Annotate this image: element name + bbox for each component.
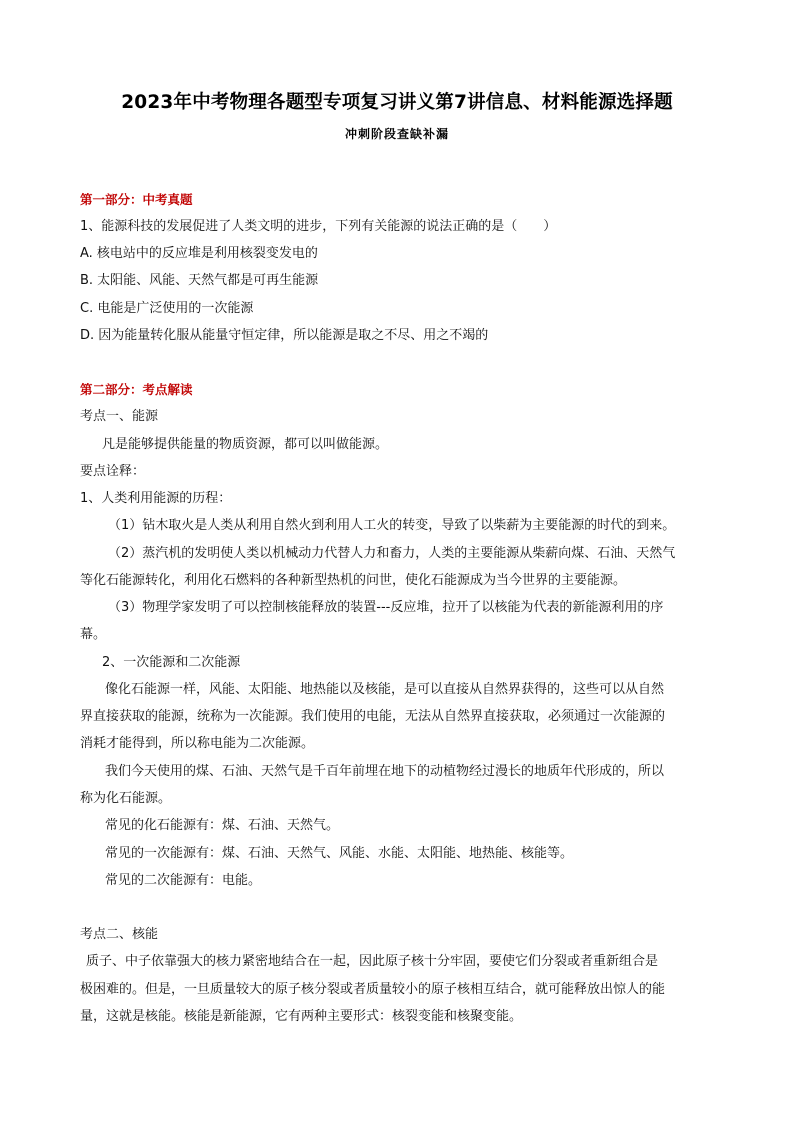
history-item-3-line2: 幕。 xyxy=(80,627,107,642)
option-a: A. 核电站中的反应堆是利用核裂变发电的 xyxy=(80,246,318,261)
kp2-line2: 极困难的。但是，一旦质量较大的原子核分裂或者质量较小的原子核相互结合，就可能释放出惊人的能 xyxy=(80,982,666,997)
common-primary: 常见的一次能源有：煤、石油、天然气、风能、水能、太阳能、地热能、核能等。 xyxy=(105,846,574,861)
option-c: C. 电能是广泛使用的一次能源 xyxy=(80,301,254,316)
document-title: 2023年中考物理各题型专项复习讲义第7讲信息、材料能源选择题 xyxy=(121,92,673,113)
option-b: B. 太阳能、风能、天然气都是可再生能源 xyxy=(80,273,319,288)
para1-line2: 界直接获取的能源，统称为一次能源。我们使用的电能，无法从自然界直接获取，必须通过一次能源的 xyxy=(80,709,666,724)
history-item-1: （1）钻木取火是人类从利用自然火到利用人工火的转变，导致了以柴薪为主要能源的时代的到来。 xyxy=(108,518,676,533)
common-fossil: 常见的化石能源有：煤、石油、天然气。 xyxy=(105,818,340,833)
kp1-definition: 凡是能够提供能量的物质资源，都可以叫做能源。 xyxy=(102,437,389,452)
history-title: 1、人类利用能源的历程： xyxy=(80,491,232,506)
part1-heading: 第一部分：中考真题 xyxy=(80,192,193,207)
kp2-line3: 量，这就是核能。核能是新能源，它有两种主要形式：核裂变能和核聚变能。 xyxy=(80,1009,523,1024)
question-stem: 1、能源科技的发展促进了人类文明的进步，下列有关能源的说法正确的是（ ） xyxy=(80,219,557,234)
kp2-title: 考点二、核能 xyxy=(80,927,159,942)
para1-line3: 消耗才能得到，所以称电能为二次能源。 xyxy=(80,736,315,751)
para2-line1: 我们今天使用的煤、石油、天然气是千百年前埋在地下的动植物经过漫长的地质年代形成的，所以 xyxy=(105,764,665,779)
kp1-notes-label: 要点诠释： xyxy=(80,464,146,479)
part2-heading: 第二部分：考点解读 xyxy=(80,382,193,397)
kp1-title: 考点一、能源 xyxy=(80,409,159,424)
kp2-line1: 质子、中子依靠强大的核力紧密地结合在一起，因此原子核十分牢固，要使它们分裂或者重新组合是 xyxy=(86,954,659,969)
document-subtitle: 冲刺阶段查缺补漏 xyxy=(344,127,449,141)
para2-line2: 称为化石能源。 xyxy=(80,791,172,806)
common-secondary: 常见的二次能源有：电能。 xyxy=(105,873,262,888)
option-d: D. 因为能量转化服从能量守恒定律，所以能源是取之不尽、用之不竭的 xyxy=(80,328,489,343)
history-item-2-line2: 等化石能源转化，利用化石燃料的各种新型热机的问世，使化石能源成为当今世界的主要能源。 xyxy=(80,573,627,588)
para1-line1: 像化石能源一样，风能、太阳能、地热能以及核能，是可以直接从自然界获得的，这些可以从自然 xyxy=(105,682,665,697)
sec2-title: 2、一次能源和二次能源 xyxy=(102,655,241,670)
history-item-3-line1: （3）物理学家发明了可以控制核能释放的装置---反应堆，拉开了以核能为代表的新能源利用的序 xyxy=(108,600,664,615)
history-item-2-line1: （2）蒸汽机的发明使人类以机械动力代替人力和畜力，人类的主要能源从柴薪向煤、石油、天然气 xyxy=(108,546,676,561)
